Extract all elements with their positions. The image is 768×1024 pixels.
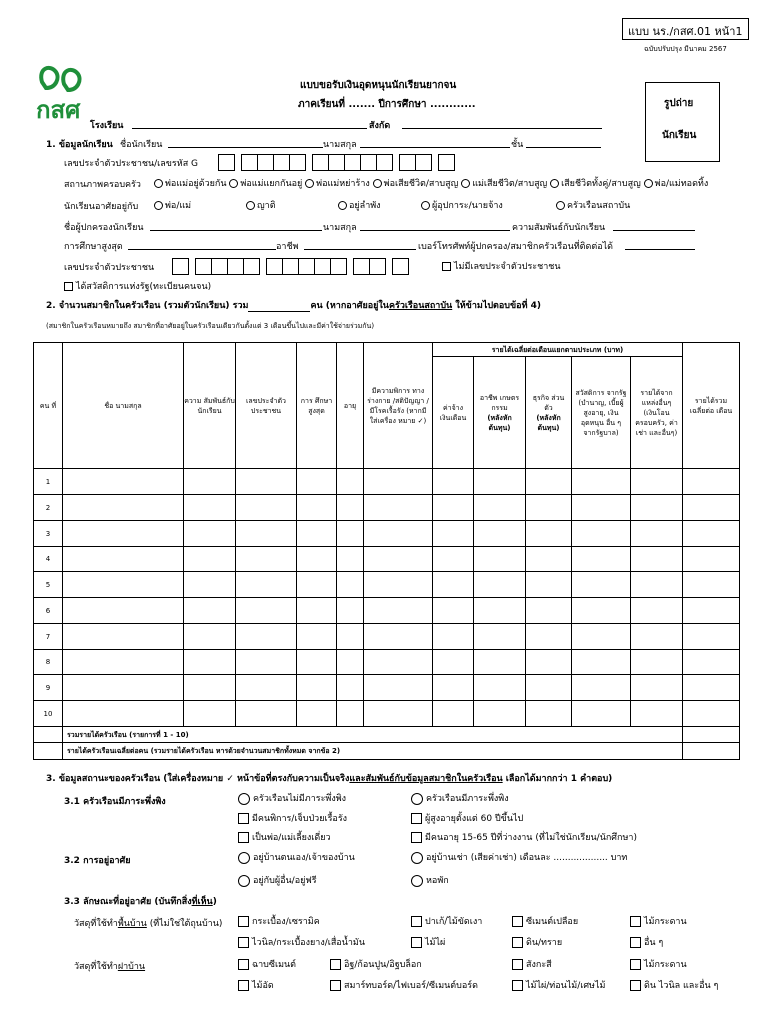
floor-opt-2[interactable]: ปาเก้/ไม้ขัดเงา — [411, 914, 482, 928]
wall-opt-8[interactable]: ดิน ไวนิล และอื่น ๆ — [630, 978, 718, 992]
th-welfare: สวัสดิการ จากรัฐ (บำนาญ, เบี้ยผู้สูงอายุ, เงินอุดหนุน อื่น ๆ จากรัฐบาล) — [572, 357, 631, 469]
living-with-label: นักเรียนอาศัยอยู่กับ — [64, 202, 139, 212]
grade-label: ชั้น — [511, 140, 524, 150]
s31-sub-3[interactable]: เป็นพ่อ/แม่เลี้ยงเดี่ยว — [238, 830, 331, 844]
form-title: แบบขอรับเงินอุดหนุนนักเรียนยากจน — [300, 80, 457, 91]
guardian-last-field[interactable] — [360, 230, 510, 231]
living-with-opt-4[interactable]: ผู้อุปการะ/นายจ้าง — [421, 198, 503, 212]
last-name-label: นามสกุล — [323, 140, 357, 150]
floor-opt-5[interactable]: ไวนิล/กระเบื้องยาง/เสื่อน้ำมัน — [238, 935, 365, 949]
th-name: ชื่อ นามสกุล — [63, 343, 184, 469]
th-id: เลขประจำตัว ประชาชน — [236, 343, 297, 469]
wall-opt-2[interactable]: อิฐ/ก้อนปูน/อิฐบล็อก — [330, 957, 422, 971]
guardian-last-label: นามสกุล — [323, 223, 357, 233]
form-subtitle: ภาคเรียนที่ ....... ปีการศึกษา ............ — [298, 99, 476, 110]
wall-opt-5[interactable]: ไม้อัด — [238, 978, 274, 992]
form-code: แบบ นร./กสศ.01 หน้า1 — [628, 25, 743, 38]
s32-label: 3.2 การอยู่อาศัย — [64, 856, 131, 866]
wall-opt-1[interactable]: ฉาบซีเมนต์ — [238, 957, 296, 971]
wall-opt-6[interactable]: สมาร์ทบอร์ด/ไฟเบอร์/ซีเมนต์บอร์ด — [330, 978, 478, 992]
wall-opt-7[interactable]: ไม้ไผ่/ท่อนไม้/เศษไม้ — [512, 978, 605, 992]
student-id-boxes[interactable] — [218, 152, 454, 171]
table-row[interactable]: 2 — [34, 495, 740, 521]
table-row[interactable]: 3 — [34, 521, 740, 547]
sum-row[interactable]: รวมรายได้ครัวเรือน (รายการที่ 1 - 10) — [34, 727, 740, 743]
wall-label: วัสดุที่ใช้ทำฝาบ้าน — [74, 962, 146, 972]
family-status-radio[interactable] — [154, 179, 163, 188]
table-row[interactable]: 8 — [34, 650, 740, 675]
s32-opt-3[interactable]: อยู่กับผู้อื่น/อยู่ฟรี — [238, 873, 317, 887]
floor-opt-3[interactable]: ซีเมนต์เปลือย — [512, 914, 578, 928]
s31-opt-has[interactable]: ครัวเรือนมีภาระพึ่งพิง — [411, 791, 509, 805]
guardian-id-boxes[interactable] — [172, 256, 408, 275]
photo-label-1: รูปถ่าย — [664, 98, 694, 109]
living-with-opt-1[interactable]: พ่อ/แม่ — [154, 198, 191, 212]
first-name-label: ชื่อนักเรียน — [120, 140, 163, 150]
table-row[interactable]: 1 — [34, 469, 740, 495]
school-field[interactable] — [132, 128, 367, 129]
wall-opt-4[interactable]: ไม้กระดาน — [630, 957, 687, 971]
th-income-group: รายได้เฉลี่ยต่อเดือนแยกตามประเภท (บาท) — [433, 343, 683, 357]
welfare-checkbox[interactable]: ได้สวัสดิการแห่งรัฐ(ทะเบียนคนจน) — [64, 279, 211, 293]
table-row[interactable]: 7 — [34, 624, 740, 650]
logo-text: กสศ — [36, 96, 81, 124]
th-agri: อาชีพ เกษตร กรรม (หลังหัก ต้นทุน) — [474, 357, 526, 469]
photo-box[interactable] — [645, 82, 720, 162]
education-field[interactable] — [128, 249, 276, 250]
guardian-relation-label: ความสัมพันธ์กับนักเรียน — [512, 223, 606, 233]
floor-opt-4[interactable]: ไม้กระดาน — [630, 914, 687, 928]
th-age: อายุ — [337, 343, 364, 469]
s31-label: 3.1 ครัวเรือนมีภาระพึ่งพิง — [64, 797, 166, 807]
family-status-radio[interactable] — [461, 179, 470, 188]
guardian-relation-field[interactable] — [613, 230, 695, 231]
th-wage: ค่าจ้าง เงินเดือน — [433, 357, 474, 469]
s32-opt-4[interactable]: หอพัก — [411, 873, 449, 887]
floor-opt-7[interactable]: ดิน/ทราย — [512, 935, 562, 949]
living-with-opt-3[interactable]: อยู่ลำพัง — [338, 198, 381, 212]
school-label: โรงเรียน — [90, 121, 124, 131]
section2-title: 2. จำนวนสมาชิกในครัวเรือน (รวมตัวนักเรียน) รวม คน (หากอาศัยอยู่ในครัวเรือนสถาบัน ให้ข้ามไปตอบข้อที่ 4) — [46, 301, 542, 311]
revision-note: ฉบับปรับปรุง มีนาคม 2567 — [644, 45, 727, 53]
th-business: ธุรกิจ ส่วนตัว (หลังหัก ต้นทุน) — [526, 357, 572, 469]
s32-opt-2[interactable]: อยู่บ้านเช่า (เสียค่าเช่า) เดือนละ ................... บาท — [411, 850, 627, 864]
avg-row[interactable]: รายได้ครัวเรือนเฉลี่ยต่อคน (รวมรายได้ครัวเรือน หารด้วยจำนวนสมาชิกทั้งหมด จากข้อ 2) — [34, 743, 740, 760]
family-status-label: สถานภาพครอบครัว — [64, 180, 141, 190]
s31-sub-2[interactable]: ผู้สูงอายุตั้งแต่ 60 ปีขึ้นไป — [411, 811, 523, 825]
student-id-label: เลขประจำตัวประชาชน/เลขรหัส G — [64, 159, 199, 169]
table-row[interactable]: 10 — [34, 701, 740, 727]
affiliation-label: สังกัด — [369, 121, 391, 131]
guardian-name-label: ชื่อผู้ปกครองนักเรียน — [64, 223, 144, 233]
occupation-field[interactable] — [304, 249, 416, 250]
th-other: รายได้จาก แหล่งอื่นๆ (เงินโอน ครอบครัว, ค่าเช่า และอื่นๆ) — [631, 357, 683, 469]
table-row[interactable]: 9 — [34, 675, 740, 701]
guardian-name-field[interactable] — [150, 230, 322, 231]
family-status-radio[interactable] — [305, 179, 314, 188]
floor-opt-8[interactable]: อื่น ๆ — [630, 935, 663, 949]
grade-field[interactable] — [526, 147, 601, 148]
th-total: รายได้รวม เฉลี่ยต่อ เดือน — [683, 343, 740, 469]
family-status-radio[interactable] — [373, 179, 382, 188]
phone-field[interactable] — [625, 249, 695, 250]
family-status-radio[interactable] — [644, 179, 653, 188]
wall-opt-3[interactable]: สังกะสี — [512, 957, 552, 971]
occupation-label: อาชีพ — [276, 242, 299, 252]
floor-opt-6[interactable]: ไม้ไผ่ — [411, 935, 445, 949]
s33-label: 3.3 ลักษณะที่อยู่อาศัย (บันทึกสิ่งที่เห็น) — [64, 897, 217, 907]
floor-label: วัสดุที่ใช้ทำพื้นบ้าน (ที่ไม่ใช่ใต้ถุนบ้าน) — [74, 919, 223, 929]
floor-opt-1[interactable]: กระเบื้อง/เซรามิค — [238, 914, 320, 928]
photo-label-2: นักเรียน — [662, 130, 697, 141]
phone-label: เบอร์โทรศัพท์ผู้ปกครอง/สมาชิกครัวเรือนที่ติดต่อได้ — [418, 242, 613, 252]
first-name-field[interactable] — [168, 147, 323, 148]
th-edu: การ ศึกษา สูงสุด — [297, 343, 337, 469]
family-status-radio[interactable] — [229, 179, 238, 188]
no-id-checkbox[interactable]: ไม่มีเลขประจำตัวประชาชน — [442, 259, 561, 273]
living-with-opt-2[interactable]: ญาติ — [246, 198, 276, 212]
table-row[interactable]: 5 — [34, 572, 740, 598]
s31-opt-none[interactable]: ครัวเรือนไม่มีภาระพึ่งพิง — [238, 791, 346, 805]
guardian-id-label: เลขประจำตัวประชาชน — [64, 263, 155, 273]
th-no: คน ที่ — [34, 343, 63, 469]
th-disability: มีความพิการ ทางร่างกาย /สติปัญญา /มีโรคเรื้อรัง (หากมีใส่เครื่อง หมาย ✓) — [364, 343, 433, 469]
education-label: การศึกษาสูงสุด — [64, 242, 123, 252]
household-table — [33, 342, 740, 760]
affiliation-field[interactable] — [402, 128, 602, 129]
table-row[interactable]: 4 — [34, 547, 740, 572]
member-count-field[interactable] — [248, 301, 310, 312]
s31-sub-1[interactable]: มีคนพิการ/เจ็บป่วยเรื้อรัง — [238, 811, 347, 825]
family-status-radio[interactable] — [550, 179, 559, 188]
logo — [34, 60, 94, 124]
last-name-field[interactable] — [360, 147, 510, 148]
living-with-opt-5[interactable]: ครัวเรือนสถาบัน — [556, 198, 630, 212]
s31-sub-4[interactable]: มีคนอายุ 15-65 ปีที่ว่างงาน (ที่ไม่ใช่นักเรียน/นักศึกษา) — [411, 830, 637, 844]
s32-opt-1[interactable]: อยู่บ้านตนเอง/เจ้าของบ้าน — [238, 850, 355, 864]
table-row[interactable]: 6 — [34, 598, 740, 624]
th-relation: ความ สัมพันธ์กับ นักเรียน — [184, 343, 236, 469]
family-status-options[interactable]: พ่อแม่อยู่ด้วยกัน พ่อแม่แยกกันอยู่ พ่อแม่หย่าร้าง พ่อเสียชีวิต/สาบสูญ แม่เสียชีวิต/สาบสูญ เสียชีวิตทั้งคู่/สาบสูญ พ่อ/แม่ทอดทิ้ง — [154, 176, 708, 190]
section2-note: (สมาชิกในครัวเรือนหมายถึง สมาชิกที่อาศัยอยู่ในครัวเรือนเดียวกันตั้งแต่ 3 เดือนขึ้นไปและมีค่าใช้จ่ายร่วมกัน) — [46, 322, 375, 330]
section3-title: 3. ข้อมูลสถานะของครัวเรือน (ใส่เครื่องหมาย ✓ หน้าข้อที่ตรงกับความเป็นจริงและสัมพันธ์กับข้อมูลสมาชิกในครัวเรือน เลือกได้มากกว่า 1 คำตอบ) — [46, 774, 613, 784]
section1-title: 1. ข้อมูลนักเรียน — [46, 140, 113, 150]
